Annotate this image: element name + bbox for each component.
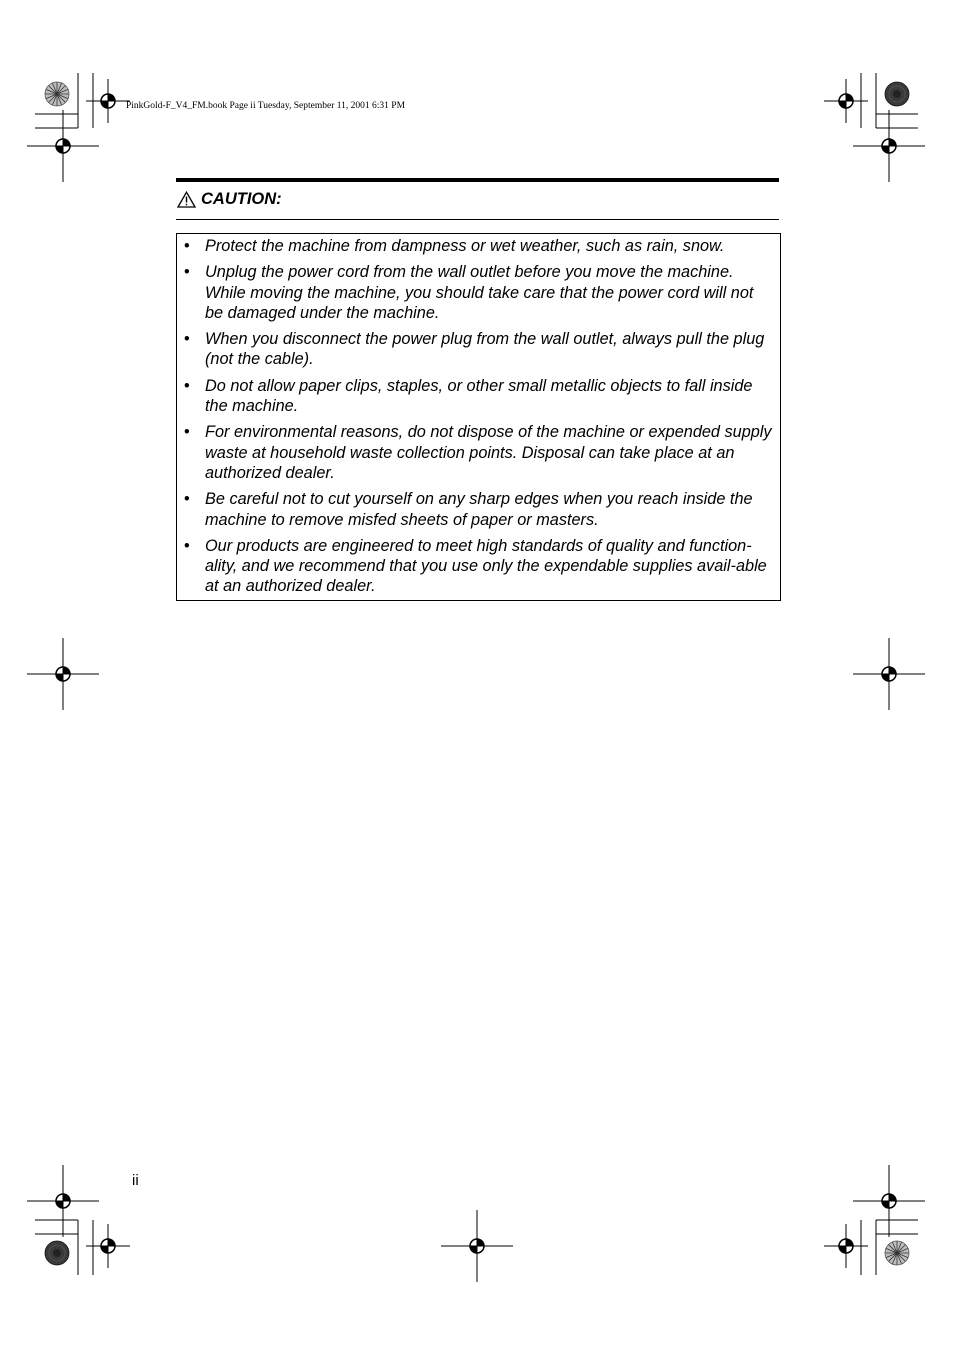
caution-title: CAUTION: [201,189,282,208]
list-item: • Be careful not to cut yourself on any sharp edges when you reach inside the machine to remove misfed sheets of paper or masters. [184,490,753,529]
caution-list [177,234,780,597]
caution-heading [177,188,282,210]
caution-top-rule [176,178,779,182]
page-number: ii [132,1172,139,1189]
list-item: • Do not allow paper clips, staples, or other small metallic objects to fall inside the machine. [184,376,753,416]
list-item: • For environmental reasons, do not dispose of the machine or expended supply waste at household waste collection points. Disposal can take place at an authorized dealer. [184,423,772,482]
list-item: • Our products are engineered to meet high standards of quality and function-ality, and we recommend that you use only the expendable supplies avail-able at an authorized dealer. [184,536,767,596]
list-item: • Protect the machine from dampness or wet weather, such as rain, snow. [184,237,725,255]
caution-bottom-rule [176,219,779,220]
list-item: • When you disconnect the power plug from the wall outlet, always pull the plug (not the cable). [184,330,765,369]
list-item: • Unplug the power cord from the wall outlet before you move the machine. While moving the machine, you should take care that the power cord will not be damaged under the machine. [184,263,754,322]
print-header-file-info: PinkGold-F_V4_FM.book Page ii Tuesday, September 11, 2001 6:31 PM [126,101,406,111]
caution-box [176,233,781,601]
warning-triangle-icon [177,191,196,208]
